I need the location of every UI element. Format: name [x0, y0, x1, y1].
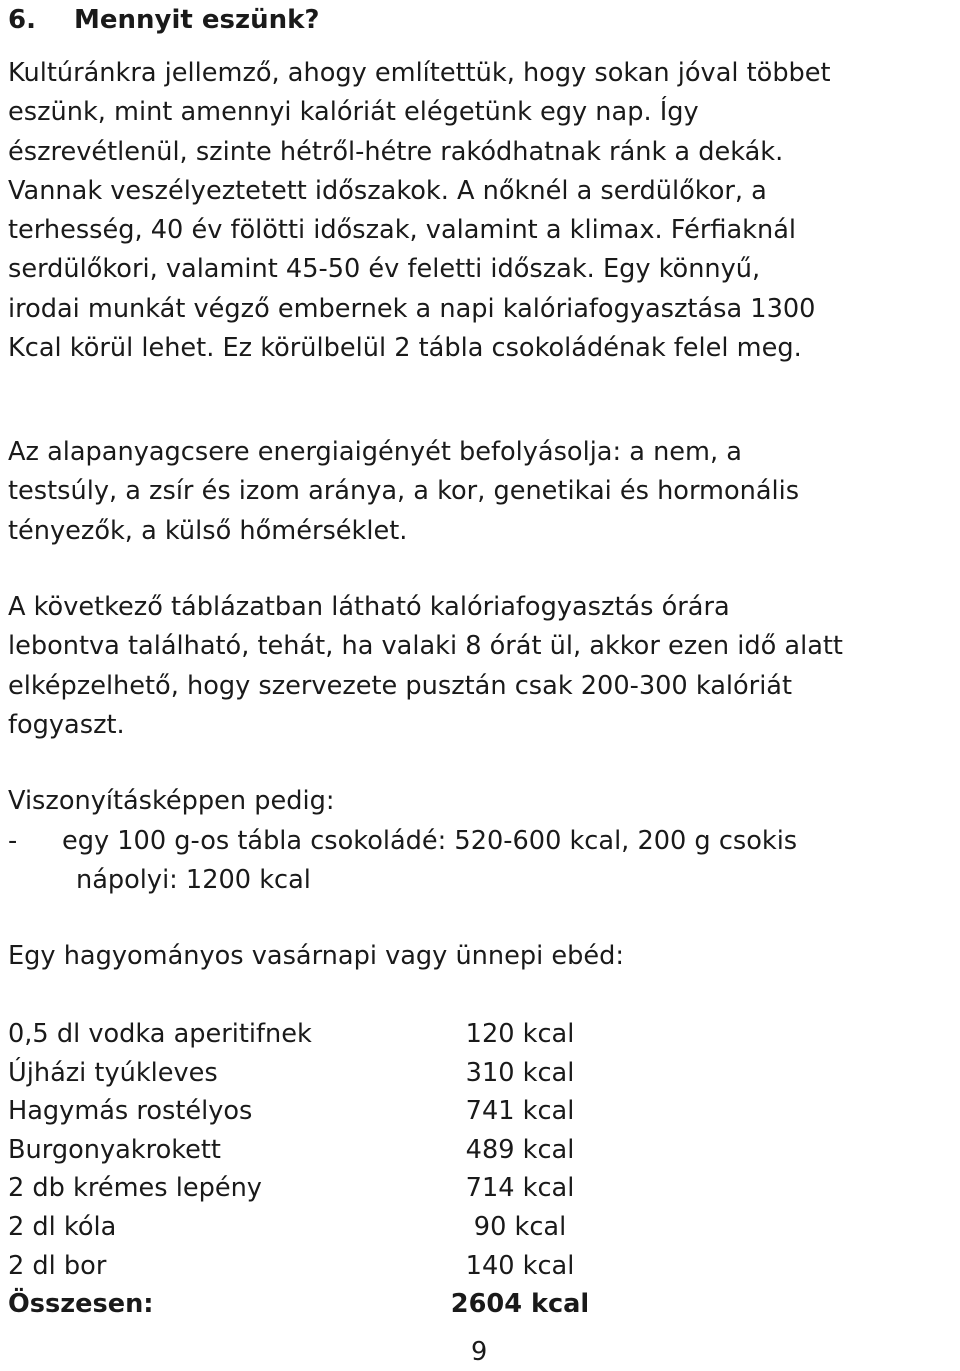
text-line: észrevétlenül, szinte hétről-hétre rakódhatnak ránk a dekák. — [8, 136, 784, 167]
paragraph-metabolism — [8, 433, 799, 551]
page-number: 9 — [471, 1337, 488, 1367]
text-line: Az alapanyagcsere energiaigényét befolyásolja: a nem, a — [8, 437, 742, 467]
table-row — [8, 1054, 708, 1093]
text-line: eszünk, mint amennyi kalóriát elégetünk egy nap. Így — [8, 97, 699, 128]
table-row — [8, 1208, 708, 1247]
calorie-value: 714 kcal — [465, 1173, 575, 1204]
text-line: Viszonyításképpen pedig: — [8, 786, 335, 816]
calorie-value: 489 kcal — [465, 1134, 575, 1165]
food-item: 0,5 dl vodka aperitifnek — [8, 1019, 312, 1049]
section-heading — [8, 0, 320, 40]
total-label: Összesen: — [8, 1289, 154, 1320]
text-line: irodai munkát végző embernek a napi kalóriafogyasztása 1300 — [8, 293, 816, 324]
section-number: 6. — [8, 5, 36, 35]
bullet-text: egy 100 g-os tábla csokoládé: 520-600 kcal, 200 g csokis — [62, 826, 798, 856]
calorie-value: 90 kcal — [473, 1211, 567, 1242]
table-row — [8, 1092, 708, 1131]
food-item: 2 db krémes lepény — [8, 1173, 262, 1204]
paragraph-comparison — [8, 782, 334, 821]
text-line: Vannak veszélyeztetett időszakok. A nőknél a serdülőkor, a — [8, 175, 767, 206]
paragraph-table-note — [8, 588, 843, 745]
table-row — [8, 1015, 708, 1054]
text-line: testsúly, a zsír és izom aránya, a kor, genetikai és hormonális — [8, 476, 800, 507]
table-row — [8, 1169, 708, 1208]
text-line: Kcal körül lehet. Ez körülbelül 2 tábla csokoládénak felel meg. — [8, 333, 802, 364]
menu-heading: Egy hagyományos vasárnapi vagy ünnepi ebéd: — [8, 941, 624, 971]
text-line: lebontva található, tehát, ha valaki 8 órát ül, akkor ezen idő alatt — [8, 631, 843, 662]
calorie-value: 120 kcal — [465, 1019, 575, 1049]
text-line: A következő táblázatban látható kalóriafogyasztás órára — [8, 592, 730, 622]
food-item: 2 dl bor — [8, 1250, 107, 1281]
food-item: Hagymás rostélyos — [8, 1096, 253, 1127]
text-line: terhesség, 40 év fölötti időszak, valamint a klimax. Férfiaknál — [8, 215, 796, 246]
food-item: 2 dl kóla — [8, 1211, 117, 1242]
text-line: serdülőkori, valamint 45-50 év feletti időszak. Egy könnyű, — [8, 254, 761, 285]
table-row — [8, 1247, 708, 1286]
calorie-table — [8, 1015, 708, 1324]
calorie-value: 310 kcal — [465, 1057, 575, 1088]
bullet-text-continued: nápolyi: 1200 kcal — [76, 865, 311, 895]
bullet-marker: - — [8, 826, 18, 856]
text-line: elképzelhető, hogy szervezete pusztán csak 200-300 kalóriát — [8, 670, 793, 701]
text-line: Kultúránkra jellemző, ahogy említettük, hogy sokan jóval többet — [8, 58, 831, 88]
food-item: Újházi tyúkleves — [8, 1057, 218, 1088]
text-line: tényezők, a külső hőmérséklet. — [8, 515, 408, 546]
table-total-row — [8, 1285, 708, 1324]
total-value: 2604 kcal — [450, 1289, 590, 1320]
paragraph-intro — [8, 54, 831, 368]
food-item: Burgonyakrokett — [8, 1134, 221, 1165]
section-title: Mennyit eszünk? — [74, 5, 320, 35]
table-row — [8, 1131, 708, 1170]
calorie-value: 741 kcal — [465, 1096, 575, 1127]
calorie-value: 140 kcal — [465, 1250, 575, 1281]
text-line: fogyaszt. — [8, 709, 125, 740]
